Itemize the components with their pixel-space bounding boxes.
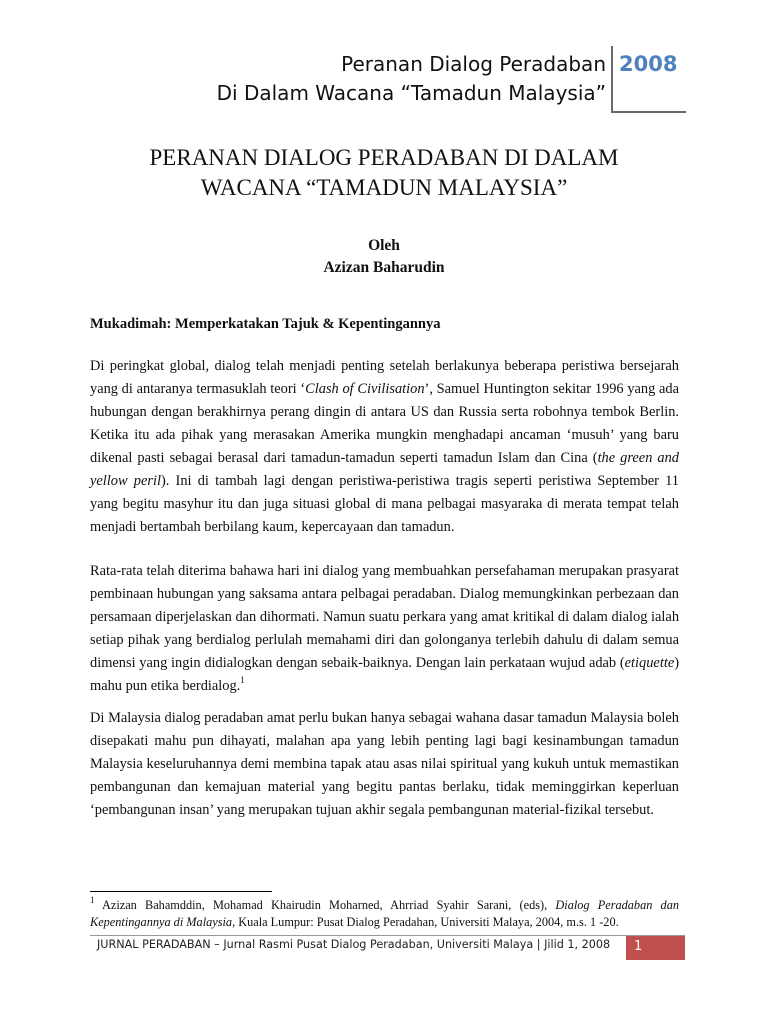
paragraph-1	[90, 355, 679, 539]
author-name: Azizan Baharudin	[323, 259, 445, 276]
footnote-number: 1	[90, 894, 95, 905]
section-heading: Mukadimah: Memperkatakan Tajuk & Kepentingannya	[90, 316, 441, 332]
footer-rule	[90, 935, 685, 936]
footnote-separator	[90, 891, 272, 892]
footnote	[90, 894, 680, 931]
footnote-reference[interactable]: 1	[240, 675, 245, 686]
paragraph-2-text-a: Rata-rata telah diterima bahawa hari ini dialog yang membuahkan persefahaman merupakan prasyarat pembinaan hubungan yang saksama antara pelbagai peradaban. Dialog memungkinkan perbezaan dan persamaan diperjelaskan dan dihormati. Namun suatu perkara yang amat kritikal di dalam dialog ialah setiap pihak yang berdialog perlulah memahami diri dan golonganya terlebih dahulu di dalam semua dimensi yang ingin didialogkan dengan sebaik-baiknya. Dengan lain perkataan wujud adab (	[90, 563, 680, 671]
header-year: 2008	[619, 52, 678, 76]
running-header-line1: Peranan Dialog Peradaban	[341, 52, 606, 76]
header-divider-vertical	[611, 46, 613, 112]
paragraph-1-italic-a: Clash of Civilisation	[305, 381, 425, 397]
paragraph-2-italic: etiquette	[624, 655, 675, 671]
article-title-line1: PERANAN DIALOG PERADABAN DI DALAM	[149, 145, 619, 170]
footnote-text-b: , Kuala Lumpur: Pusat Dialog Peradahan, Universiti Malaya, 2004, m.s. 1 -20.	[232, 915, 619, 929]
paragraph-1-italic-b: the green and yellow peril	[90, 450, 679, 489]
page-number-box	[626, 936, 685, 960]
footnote-text-a: Azizan Bahamddin, Mohamad Khairudin Moharned, Ahrriad Syahir Sarani, (eds),	[94, 898, 556, 912]
page-number: 1	[634, 939, 643, 954]
paragraph-1-text-b: ’, Samuel Huntington sekitar 1996 yang ada hubungan dengan berakhirnya perang dingin di antara US dan Russia serta robohnya tembok Berlin. Ketika itu ada pihak yang merasakan Amerika mungkin menghadapi ancaman ‘musuh’ yang baru dikenal pasti sebagai berasal dari tamadun-tamadun seperti tamadun Islam dan Cina (	[90, 381, 679, 466]
paragraph-2	[90, 560, 679, 698]
paragraph-2-text-b: ) mahu pun etika berdialog.	[90, 655, 679, 694]
paragraph-3: Di Malaysia dialog peradaban amat perlu bukan hanya sebagai wahana dasar tamadun Malaysia boleh disepakati mahu pun dihayati, malahan apa yang lebih penting lagi bagi kesinambungan tamadun Malaysia keseluruhannya demi membina tapak atau asas nilai spiritual yang kukuh untuk memastikan pembangunan dan kemajuan material yang begitu pantas berlaku, tidak meminggirkan keperluan ‘pembangunan insan’ yang merupakan tujuan akhir segala pembangunan material-fizikal tersebut.	[90, 710, 679, 818]
footnote-italic-title: Dialog Peradaban dan Kepentingannya di Malaysia	[90, 898, 680, 929]
header-divider-horizontal	[611, 111, 686, 113]
article-title-line2: WACANA “TAMADUN MALAYSIA”	[200, 175, 568, 200]
paragraph-1-text-a: Di peringkat global, dialog telah menjadi penting setelah berlakunya beberapa peristiwa bersejarah yang di antaranya termasuklah teori ‘	[90, 358, 679, 397]
journal-footer: JURNAL PERADABAN – Jurnal Rasmi Pusat Dialog Peradaban, Universiti Malaya | Jilid 1, 2008	[97, 938, 611, 951]
paragraph-1-text-c: ). Ini di tambah lagi dengan peristiwa-peristiwa tragis seperti peristiwa September 11 yang begitu masyhur itu dan juga situasi global di mana pelbagai masyaraka di merata tempat telah menjadi bertambah berbilang kaum, kepercayaan dan tamadun.	[90, 473, 679, 535]
running-header-line2: Di Dalam Wacana “Tamadun Malaysia”	[216, 81, 606, 105]
byline-label: Oleh	[368, 237, 400, 254]
